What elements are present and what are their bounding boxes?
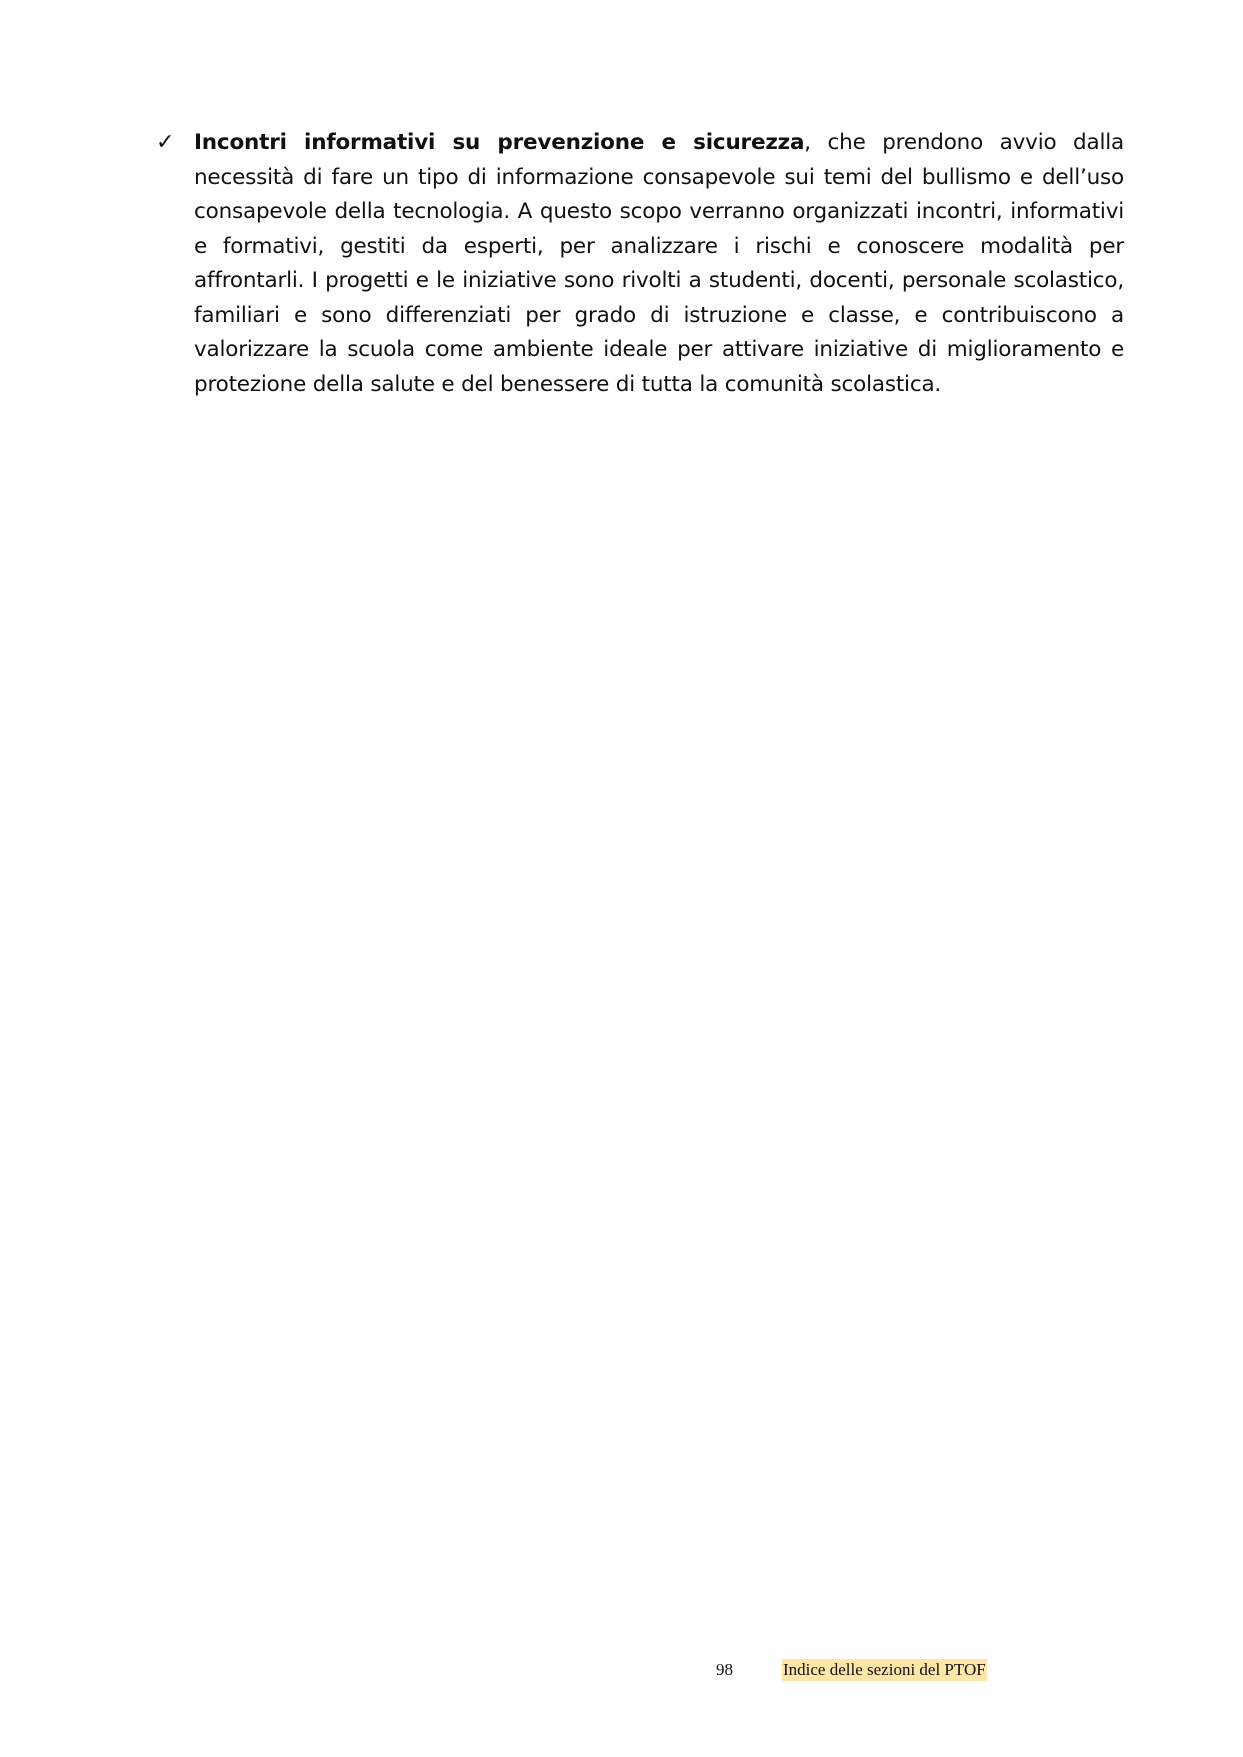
page-footer [0,1659,1243,1683]
bullet-body-text: , che prendono avvio dalla necessità di fare un tipo di informazione consapevole sui temi del bullismo e dell’uso consapevole della tecnologia. A questo scopo verranno organizzati incontri, informativi e formativi, gestiti da esperti, per analizzare i rischi e conoscere modalità per affrontarli. I progetti e le iniziative sono rivolti a studenti, docenti, personale scolastico, familiari e sono differenziati per grado di istruzione e classe, e contribuiscono a valorizzare la scuola come ambiente ideale per attivare iniziative di miglioramento e protezione della salute e del benessere di tutta la comunità scolastica. [194,130,1124,397]
bullet-paragraph [194,126,1124,402]
bullet-bold-lead: Incontri informativi su prevenzione e sicurezza [194,130,805,155]
index-link[interactable]: Indice delle sezioni del PTOF [783,1660,986,1679]
page-number: 98 [716,1660,733,1679]
check-mark-icon: ✓ [156,130,175,155]
bullet-list-item [156,126,1124,402]
